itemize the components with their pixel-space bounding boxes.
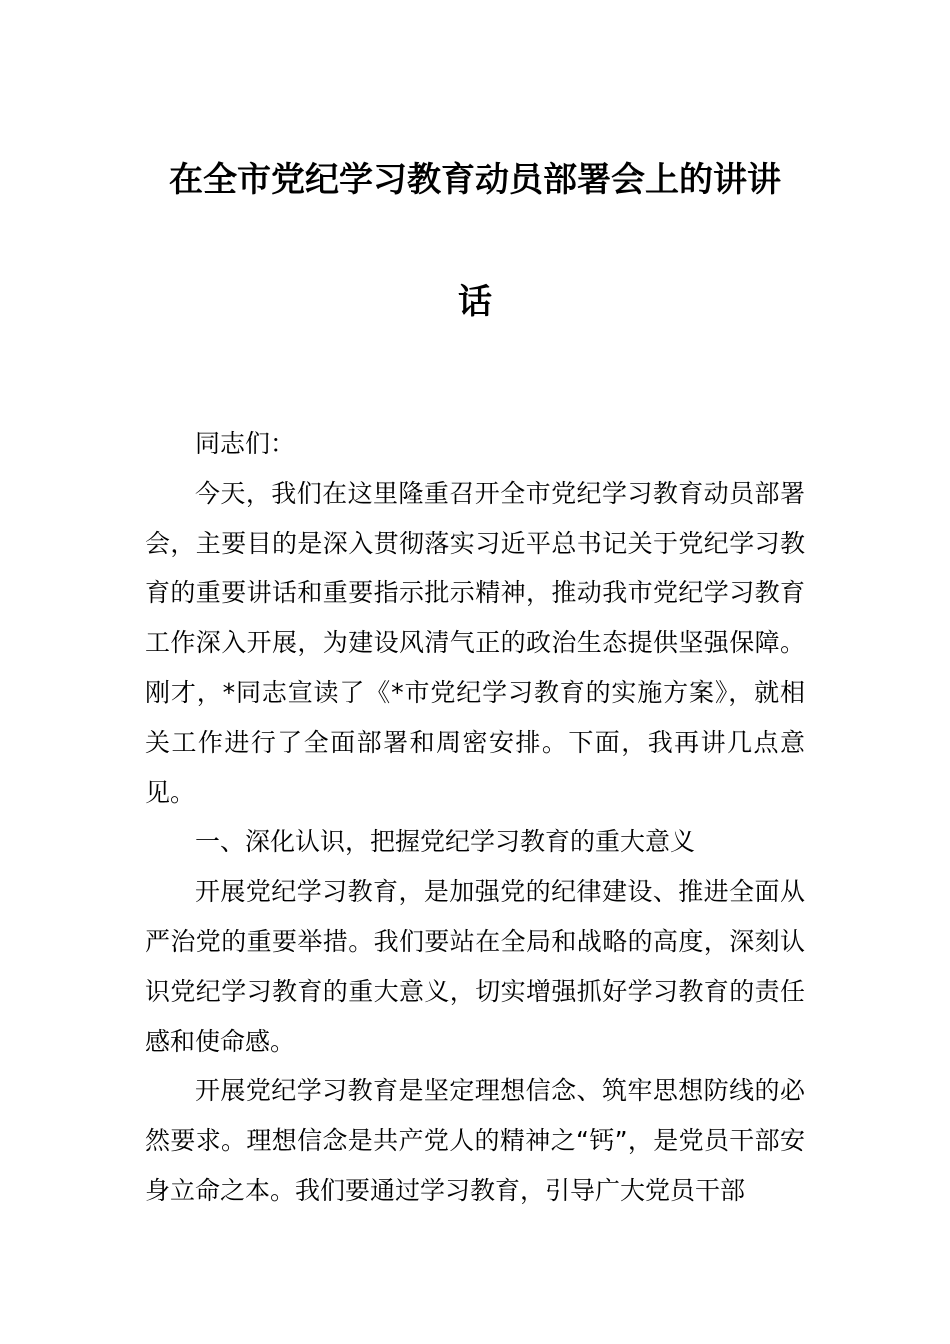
document-title-line-1: 在全市党纪学习教育动员部署会上的讲讲 (169, 160, 781, 200)
body-paragraph: 开展党纪学习教育是坚定理想信念、筑牢思想防线的必然要求。理想信念是共产党人的精神之“钙”，是党员干部安身立命之本。我们要通过学习教育，引导广大党员干部 (145, 1076, 805, 1205)
document-body (145, 419, 805, 1216)
section-heading-1: 一、深化认识，把握党纪学习教育的重大意义 (195, 827, 696, 857)
salutation-paragraph: 同志们： (195, 429, 296, 458)
intro-paragraph: 今天，我们在这里隆重召开全市党纪学习教育动员部署会，主要目的是深入贯彻落实习近平总书记关于党纪学习教育的重要讲话和重要指示批示精神，推动我市党纪学习教育工作深入开展，为建设风清气正的政治生态提供坚强保障。刚才，*同志宣读了《*市党纪学习教育的实施方案》，就相关工作进行了全面部署和周密安排。下面，我再讲几点意见。 (145, 478, 805, 807)
body-paragraph: 开展党纪学习教育，是加强党的纪律建设、推进全面从严治党的重要举措。我们要站在全局和战略的高度，深刻认识党纪学习教育的重大意义，切实增强抓好学习教育的责任感和使命感。 (145, 877, 805, 1056)
document-title-line-2: 话 (458, 282, 492, 322)
